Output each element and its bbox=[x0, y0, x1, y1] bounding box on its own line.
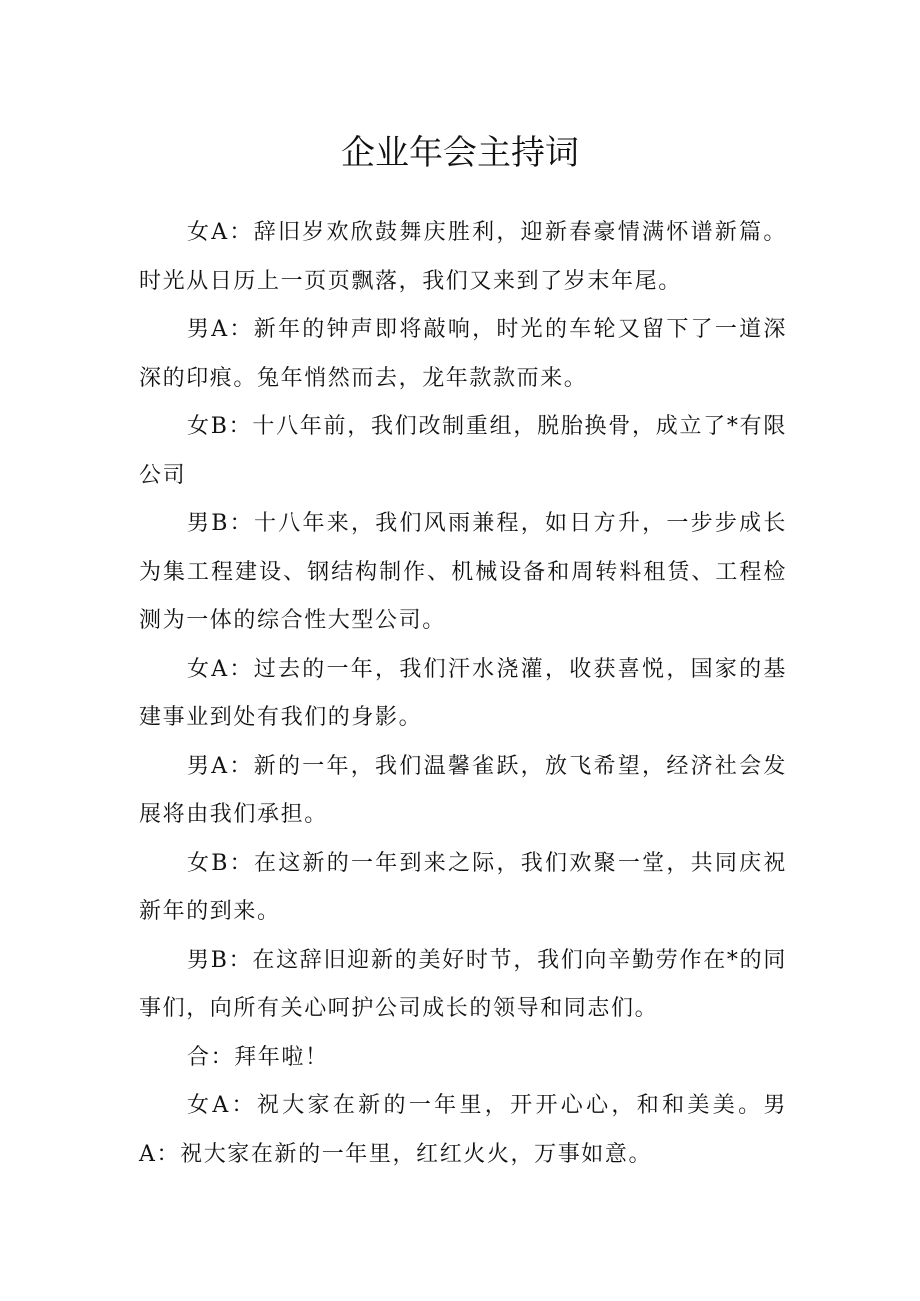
document-title: 企业年会主持词 bbox=[341, 133, 579, 173]
paragraph-5: 女A：过去的一年，我们汗水浇灌，收获喜悦，国家的基建事业到处有我们的身影。 bbox=[139, 656, 787, 730]
paragraph-2: 男A：新年的钟声即将敲响，时光的车轮又留下了一道深深的印痕。兔年悄然而去，龙年款款而来。 bbox=[139, 317, 787, 391]
paragraph-7: 女B：在这新的一年到来之际，我们欢聚一堂，共同庆祝新年的到来。 bbox=[139, 850, 787, 924]
paragraph-4: 男B：十八年来，我们风雨兼程，如日方升，一步步成长为集工程建设、钢结构制作、机械设备和周转料租赁、工程检测为一体的综合性大型公司。 bbox=[139, 511, 787, 633]
document-body bbox=[139, 209, 787, 1179]
paragraph-6: 男A：新的一年，我们温馨雀跃，放飞希望，经济社会发展将由我们承担。 bbox=[139, 753, 787, 827]
paragraph-3: 女B：十八年前，我们改制重组，脱胎换骨，成立了*有限公司 bbox=[139, 414, 787, 488]
paragraph-1: 女A：辞旧岁欢欣鼓舞庆胜利，迎新春豪情满怀谱新篇。时光从日历上一页页飘落，我们又来到了岁末年尾。 bbox=[139, 220, 787, 294]
paragraph-8: 男B：在这辞旧迎新的美好时节，我们向辛勤劳作在*的同事们，向所有关心呵护公司成长的领导和同志们。 bbox=[139, 947, 787, 1021]
paragraph-9: 合：拜年啦！ bbox=[187, 1044, 329, 1070]
paragraph-10: 女A：祝大家在新的一年里，开开心心，和和美美。男A：祝大家在新的一年里，红红火火，万事如意。 bbox=[139, 1093, 787, 1167]
